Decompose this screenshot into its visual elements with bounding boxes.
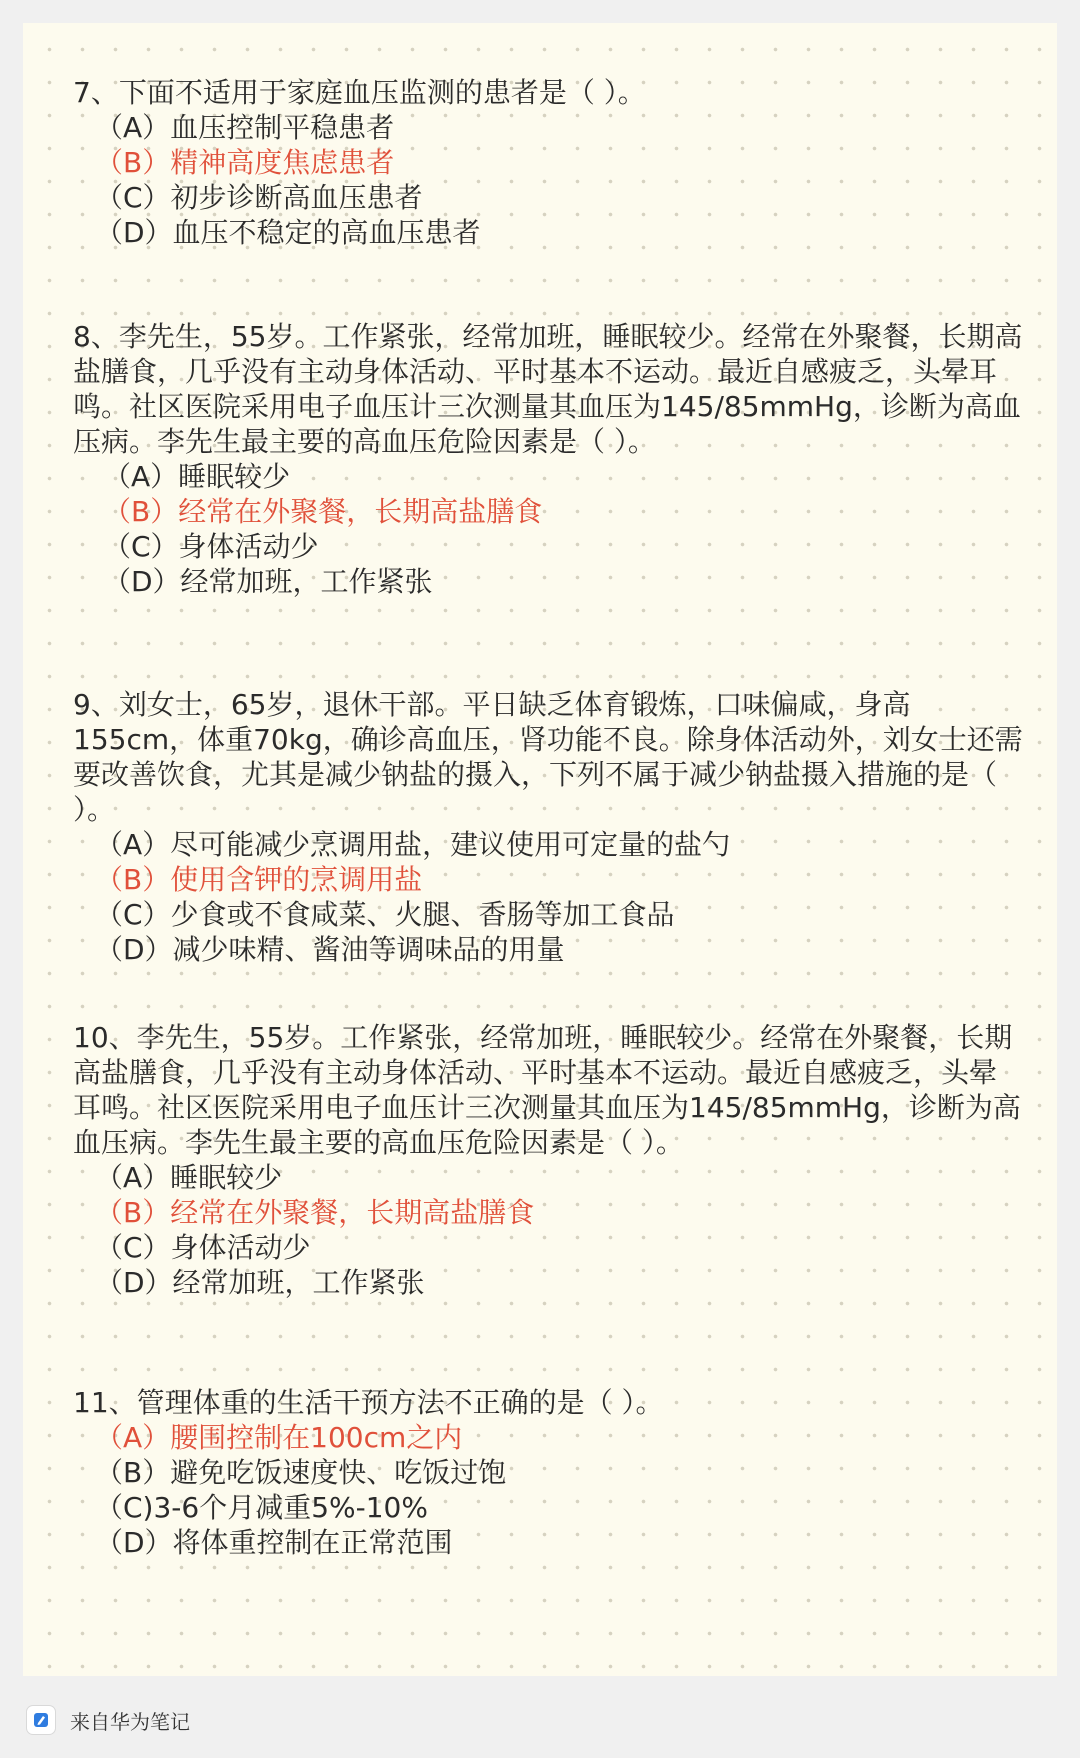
- option-b-correct: （B）精神高度焦虑患者: [95, 146, 395, 179]
- option-b: （B）避免吃饭速度快、吃饭过饱: [95, 1456, 507, 1489]
- source-label: 来自华为笔记: [70, 1709, 190, 1734]
- question-stem: 11、管理体重的生活干预方法不正确的是（ ）。: [73, 1386, 664, 1419]
- options-list: [73, 110, 1023, 250]
- options-list: [73, 1420, 1023, 1560]
- option-a: （A）睡眠较少: [95, 1161, 283, 1194]
- option-d: （D）经常加班，工作紧张: [95, 1266, 425, 1299]
- options-list: [73, 459, 1023, 599]
- options-list: [73, 827, 1023, 967]
- option-d: （D）经常加班，工作紧张: [103, 565, 433, 598]
- option-a: （A）睡眠较少: [103, 460, 291, 493]
- question-10: [73, 1020, 1023, 1300]
- option-b-correct: （B）经常在外聚餐，长期高盐膳食: [103, 495, 543, 528]
- question-9: [73, 687, 1023, 967]
- question-8: [73, 319, 1023, 599]
- option-c: （C）身体活动少: [95, 1231, 311, 1264]
- question-stem: 7、下面不适用于家庭血压监测的患者是（ ）。: [73, 76, 646, 109]
- option-d: （D）将体重控制在正常范围: [95, 1526, 453, 1559]
- question-7: [73, 75, 1023, 250]
- option-c: （C）初步诊断高血压患者: [95, 181, 423, 214]
- question-11: [73, 1385, 1023, 1560]
- option-b-correct: （B）经常在外聚餐，长期高盐膳食: [95, 1196, 535, 1229]
- option-d: （D）减少味精、酱油等调味品的用量: [95, 933, 565, 966]
- options-list: [73, 1160, 1023, 1300]
- question-stem: 10、李先生，55岁。工作紧张，经常加班，睡眠较少。经常在外聚餐，长期高盐膳食，几乎没有主动身体活动、平时基本不运动。最近自感疲乏，头晕耳鸣。社区医院采用电子血压计三次测量其血压为145/85mmHg，诊断为高血压病。李先生最主要的高血压危险因素是（ ）。: [73, 1021, 1021, 1159]
- option-a-correct: （A）腰围控制在100cm之内: [95, 1421, 463, 1454]
- huawei-notes-icon: [26, 1705, 56, 1735]
- option-c: （C）身体活动少: [103, 530, 319, 563]
- option-c: （C)3-6个月减重5%-10%: [95, 1491, 428, 1524]
- option-b-correct: （B）使用含钾的烹调用盐: [95, 863, 423, 896]
- option-a: （A）血压控制平稳患者: [95, 111, 395, 144]
- question-stem: 8、李先生，55岁。工作紧张，经常加班，睡眠较少。经常在外聚餐，长期高盐膳食，几乎没有主动身体活动、平时基本不运动。最近自感疲乏，头晕耳鸣。社区医院采用电子血压计三次测量其血压为145/85mmHg，诊断为高血压病。李先生最主要的高血压危险因素是（ ）。: [73, 320, 1023, 458]
- option-d: （D）血压不稳定的高血压患者: [95, 216, 481, 249]
- option-c: （C）少食或不食咸菜、火腿、香肠等加工食品: [95, 898, 675, 931]
- source-footer: [26, 1703, 190, 1737]
- note-paper: [23, 23, 1057, 1676]
- question-stem: 9、刘女士，65岁，退休干部。平日缺乏体育锻炼，口味偏咸，身高155cm，体重70kg，确诊高血压，肾功能不良。除身体活动外，刘女士还需要改善饮食，尤其是减少钠盐的摄入，下列不属于减少钠盐摄入措施的是（ ）。: [73, 688, 1023, 826]
- option-a: （A）尽可能减少烹调用盐，建议使用可定量的盐勺: [95, 828, 731, 861]
